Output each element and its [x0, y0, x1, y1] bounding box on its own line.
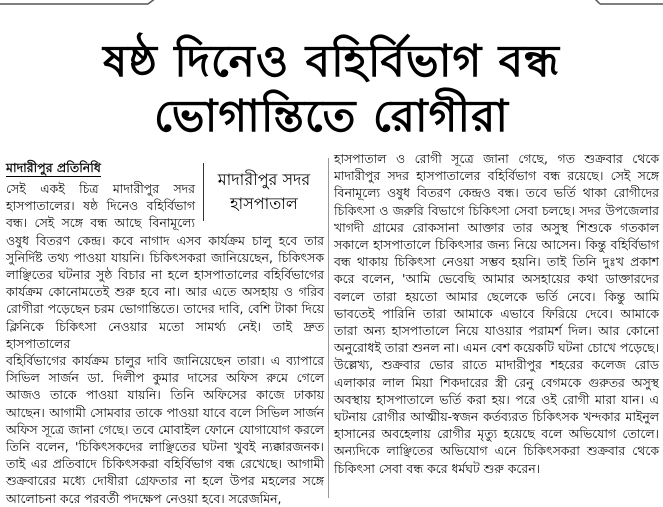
headline-line-1: ষষ্ঠ দিনেও বহির্বিভাগ বন্ধ — [103, 36, 560, 87]
article-left-column — [6, 159, 324, 507]
pullquote-line-2: হাসপাতাল — [230, 194, 298, 213]
left-paragraph-2: বহির্বিভাগের কার্যক্রম চালুর দাবি জানিয়েছেন তারা। এ ব্যাপারে সিভিল সার্জন ডা. দিলীপ কুমার দাসের অফিস রুমে গেলে আজও তাকে পাওয়া যায়নি। তিনি অফিসের কাজে ঢাকায় আছেন। আগামী সোমবার তাকে পাওয়া যাবে বলে সিভিল সার্জন অফিস সূত্রে জানা গেছে। তবে মোবাইল ফোনে যোগাযোগ করলে তিনি বলেন, 'চিকিৎসকদের লাঞ্ছিতের ঘটনা খুবই ন্যক্কারজনক। তাই এর প্রতিবাদে চিকিৎসকরা বহির্বিভাগ বন্ধ রেখেছে। আগামী শুক্রবারের মধ্যে দোষীরা গ্রেফতার না হলে উপর মহলের সঙ্গে আলোচনা করে পরবর্তী পদক্ষেপ নেওয়া হবে। সরেজমিন, — [6, 353, 324, 506]
right-paragraph-1: হাসপাতাল ও রোগী সূত্রে জানা গেছে, গত শুক্রবার থেকে মাদারীপুর সদর হাসপাতালের বহির্বিভাগ বন্ধ রয়েছে। সেই সঙ্গে বিনামূল্যে ওষুধ বিতরণ কেন্দ্রও বন্ধ। তবে ভর্তি থাকা রোগীদের চিকিৎসা ও জরুরি বিভাগে চিকিৎসা সেবা চলছে। সদর উপজেলার খাগদী গ্রামের রোকসানা আক্তার তার অসুস্থ শিশুকে গতকাল সকালে হাসপাতালে চিকিৎসার জন্য নিয়ে আসেন। কিন্তু বহির্বিভাগ বন্ধ থাকায় চিকিৎসা নেওয়া সম্ভব হয়নি। তাই তিনি দুঃখ প্রকাশ করে বলেন, 'আমি ভেবেছি আমার অসহায়ের কথা ডাক্তারদের বললে তারা হয়তো আমার ছেলেকে ভর্তি নেবে। কিন্তু আমি ভাবতেই পারিনি তারা আমাকে এভাবে ফিরিয়ে দেবে। আমাকে তারা অন্য হাসপাতালে নিয়ে যাওয়ার পরামর্শ দিল। আর কোনো অনুরোধই তারা শুনল না। এমন বেশ কয়েকটি ঘটনা চোখে পড়েছে। উল্লেখ্য, শুক্রবার ভোর রাতে মাদারীপুর শহরের কলেজ রোড এলাকার লাল মিয়া শিকদারের স্ত্রী রেনু বেগমকে গুরুতর অসুস্থ অবস্থায় হাসপাতালে ভর্তি করা হয়। পরে ওই রোগী মারা যান। এ ঘটনায় রোগীর আত্মীয়-স্বজন কর্তব্যরত চিকিৎসক খন্দকার মাইনুল হাসানের অবহেলায় রোগীর মৃত্যু হয়েছে বলে অভিযোগ তোলে। অন্যদিকে লাঞ্ছিতের অভিযোগ এনে চিকিৎসকরা শুক্রবার থেকে চিকিৎসা সেবা বন্ধ করে ধর্মঘট শুরু করেন। — [334, 151, 659, 476]
headline-line-2: ভোগান্তিতে রোগীরা — [153, 91, 510, 142]
pullquote-line-1: মাদারীপুর সদর — [217, 170, 311, 189]
column-divider — [328, 158, 329, 498]
top-border-ornament — [0, 0, 663, 10]
byline: মাদারীপুর প্রতিনিধি — [6, 160, 101, 175]
headline — [0, 34, 663, 144]
left-paragraph-1: সেই একই চিত্র মাদারীপুর সদর হাসপাতালের। ষষ্ঠ দিনেও বহির্বিভাগ বন্ধ। সেই সঙ্গে বন্ধ আছে বিনামূল্যে ওষুধ বিতরণ কেন্দ্র। কবে নাগাদ এসব কার্যক্রম চালু হবে তার সুনির্দিষ্ট তথ্য পাওয়া যায়নি। চিকিৎসকরা জানিয়েছেন, চিকিৎসক লাঞ্ছিতের ঘটনার সুষ্ঠ বিচার না হলে হাসপাতালের বহির্বিভাগের কার্যক্রম কোনোমতেই শুরু হবে না। আর এতে অসহায় ও গরিব রোগীরা পড়েছেন চরম ভোগান্তিতে। তাদের দাবি, বেশি টাকা দিয়ে ক্লিনিকে চিকিৎসা নেওয়ার মতো সামর্থ্য নেই। তাই দ্রুত হাসপাতালের — [6, 181, 324, 351]
article-right-column — [334, 150, 659, 477]
pullquote-box — [203, 163, 324, 221]
